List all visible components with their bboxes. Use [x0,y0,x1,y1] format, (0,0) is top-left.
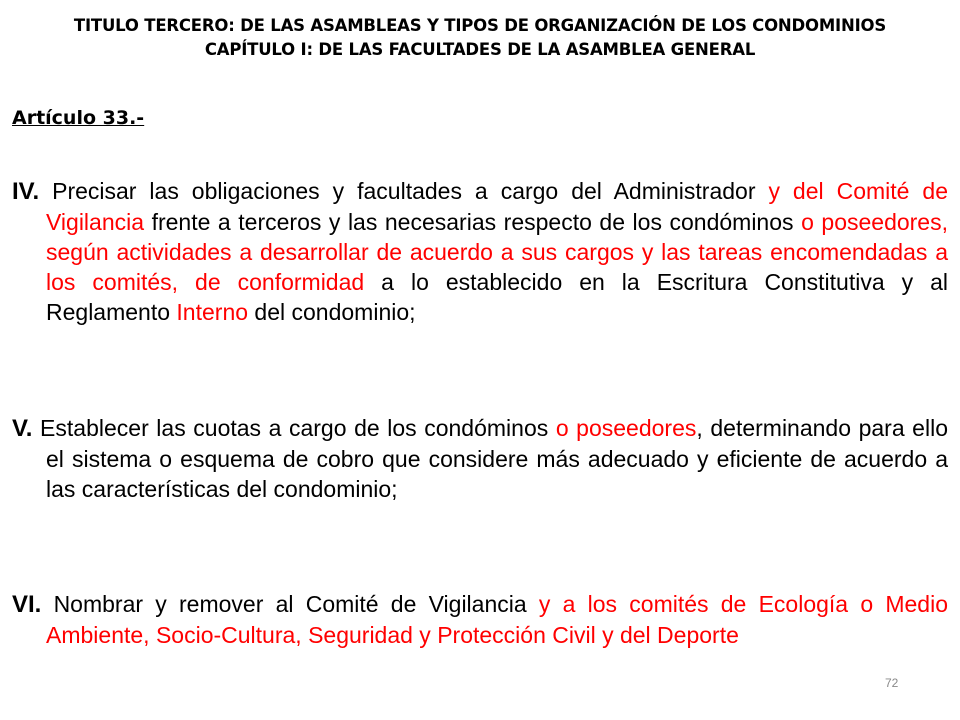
article-title: Artículo 33.- [12,107,145,129]
title-line: TITULO TERCERO: DE LAS ASAMBLEAS Y TIPOS DE ORGANIZACIÓN DE LOS CONDOMINIOS [73,16,887,35]
clause-text: a lo establecido en la Escritura Constitutiva y al Reglamento [46,269,949,325]
clause-number: IV. [12,178,40,205]
document-header [0,14,960,62]
clause-text: frente a terceros y las necesarias respecto de los condóminos [144,209,802,235]
clause-text: , determinando para ello el sistema o esquema de cobro que considere más adecuado y eficiente de acuerdo a las características del condominio; [46,415,948,502]
clause-text-highlight: o poseedores, según actividades a desarrollar de acuerdo a sus cargos y las tareas encomendadas a los comités, de conformidad [46,209,948,295]
chapter-line: CAPÍTULO I: DE LAS FACULTADES DE LA ASAMBLEA GENERAL [204,40,756,59]
clause-text-highlight: Interno [176,299,249,325]
clause-text: Establecer las cuotas a cargo de los condóminos [32,415,556,441]
clause-v [12,413,948,504]
page-number: 72 [885,676,899,690]
clause-text: Nombrar y remover al Comité de Vigilancia [41,591,539,617]
clause-text-highlight: y a los comités de Ecología o Medio Ambiente, Socio-Cultura, Seguridad y Protección Civil y del Deporte [46,591,948,648]
clause-text-highlight: y del Comité de Vigilancia [46,178,948,235]
clause-number: V. [12,415,33,442]
clause-number: VI. [12,591,42,618]
clause-text: Precisar las obligaciones y facultades a cargo del Administrador [39,178,769,204]
clause-text-highlight: o poseedores [555,415,697,441]
clause-text: del condominio; [248,299,416,325]
clause-iv [12,176,948,327]
clause-vi [12,589,948,650]
